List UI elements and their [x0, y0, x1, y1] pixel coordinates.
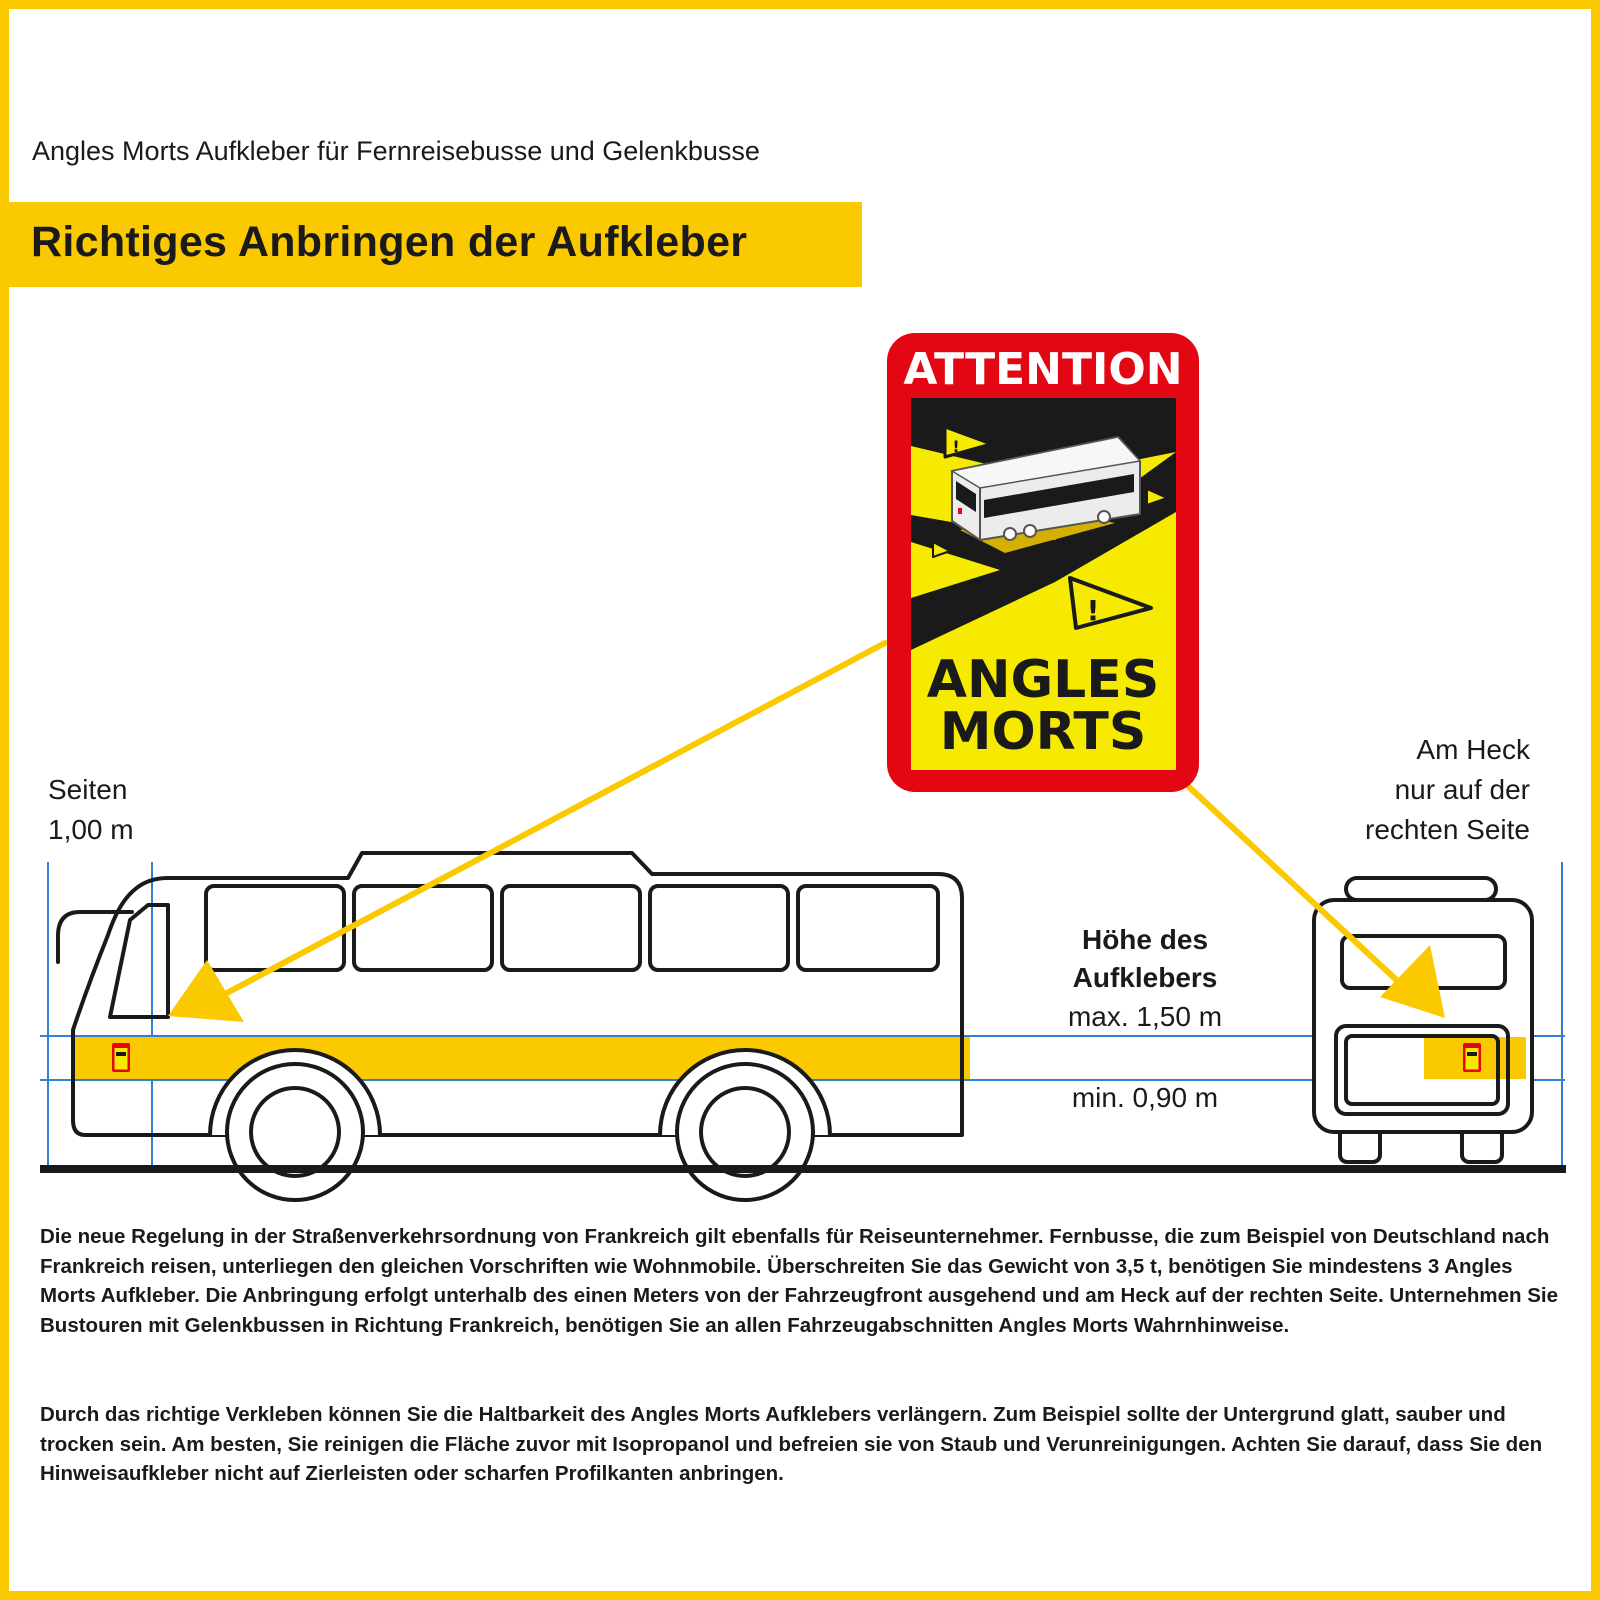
front-wheel-rim [251, 1088, 339, 1176]
svg-text:!: ! [952, 437, 960, 456]
max-height-label: max. 1,50 m [1067, 1001, 1223, 1032]
mini-sticker-icon [1463, 1043, 1481, 1072]
side-distance-label [48, 770, 134, 850]
side-view-bus [58, 853, 970, 1200]
sticker-morts-text: MORTS [939, 702, 1147, 762]
page-subtitle: Angles Morts Aufkleber für Fernreisebusse und Gelenkbusse [32, 136, 760, 166]
side-window [650, 886, 788, 970]
height-label-line2: Aufklebers [1072, 962, 1218, 993]
angles-morts-sticker [887, 333, 1199, 792]
min-height-label: min. 0,90 m [1071, 1082, 1219, 1113]
side-window [798, 886, 938, 970]
side-window [502, 886, 640, 970]
sticker-angles-text: ANGLES [926, 650, 1160, 710]
mini-sticker-icon [112, 1043, 130, 1072]
windshield [110, 905, 168, 1017]
sticker-attention-text: ATTENTION [903, 344, 1183, 395]
ground-line [40, 1165, 1566, 1173]
rear-view-bus [1314, 878, 1532, 1162]
info-paragraph-2: Durch das richtige Verkleben können Sie die Haltbarkeit des Angles Morts Aufklebers verlängern. Zum Beispiel sollte der Untergrund glatt, sauber und trocken sein. Am besten, Sie reinigen die Fläche zuvor mit Isopropanol und befreien sie von Staub und Verunreinigungen. Achten Sie darauf, dass Sie den Hinweisaufkleber nicht auf Zierleisten oder scharfen Profilkanten anbringen. [40, 1403, 1543, 1485]
rear-label-line: Am Heck [1416, 734, 1530, 765]
rear-label-line: rechten Seite [1365, 814, 1530, 845]
roof-unit [1346, 878, 1496, 900]
height-label-line1: Höhe des [1081, 924, 1209, 955]
svg-text:!: ! [1086, 594, 1100, 627]
side-label-line: Seiten [48, 774, 128, 805]
rear-position-label [1365, 730, 1530, 850]
page-title: Richtiges Anbringen der Aufkleber [31, 218, 748, 266]
side-window [354, 886, 492, 970]
rear-wheel-rim [701, 1088, 789, 1176]
side-label-value: 1,00 m [48, 814, 134, 845]
info-paragraph-1: Die neue Regelung in der Straßenverkehrsordnung von Frankreich gilt ebenfalls für Reiseunternehmer. Fernbusse, die zum Beispiel von Deutschland nach Frankreich reisen, unterliegen den gleichen Vorschriften wie Wohnmobile. Überschreiten Sie das Gewicht von 3,5 t, benötigen Sie mindestens 3 Angles Morts Aufkleber. Die Anbringung erfolgt unterhalb des einen Meters von der Fahrzeugfront ausgehend und am Heck auf der rechten Seite. Unternehmen Sie Bustouren mit Gelenkbussen in Richtung Frankreich, benötigen Sie an allen Fahrzeugabschnitten Angles Morts Wahrnhinweise. [40, 1225, 1559, 1337]
side-window [206, 886, 344, 970]
side-placement-zone [72, 1037, 970, 1079]
rear-label-line: nur auf der [1394, 774, 1530, 805]
